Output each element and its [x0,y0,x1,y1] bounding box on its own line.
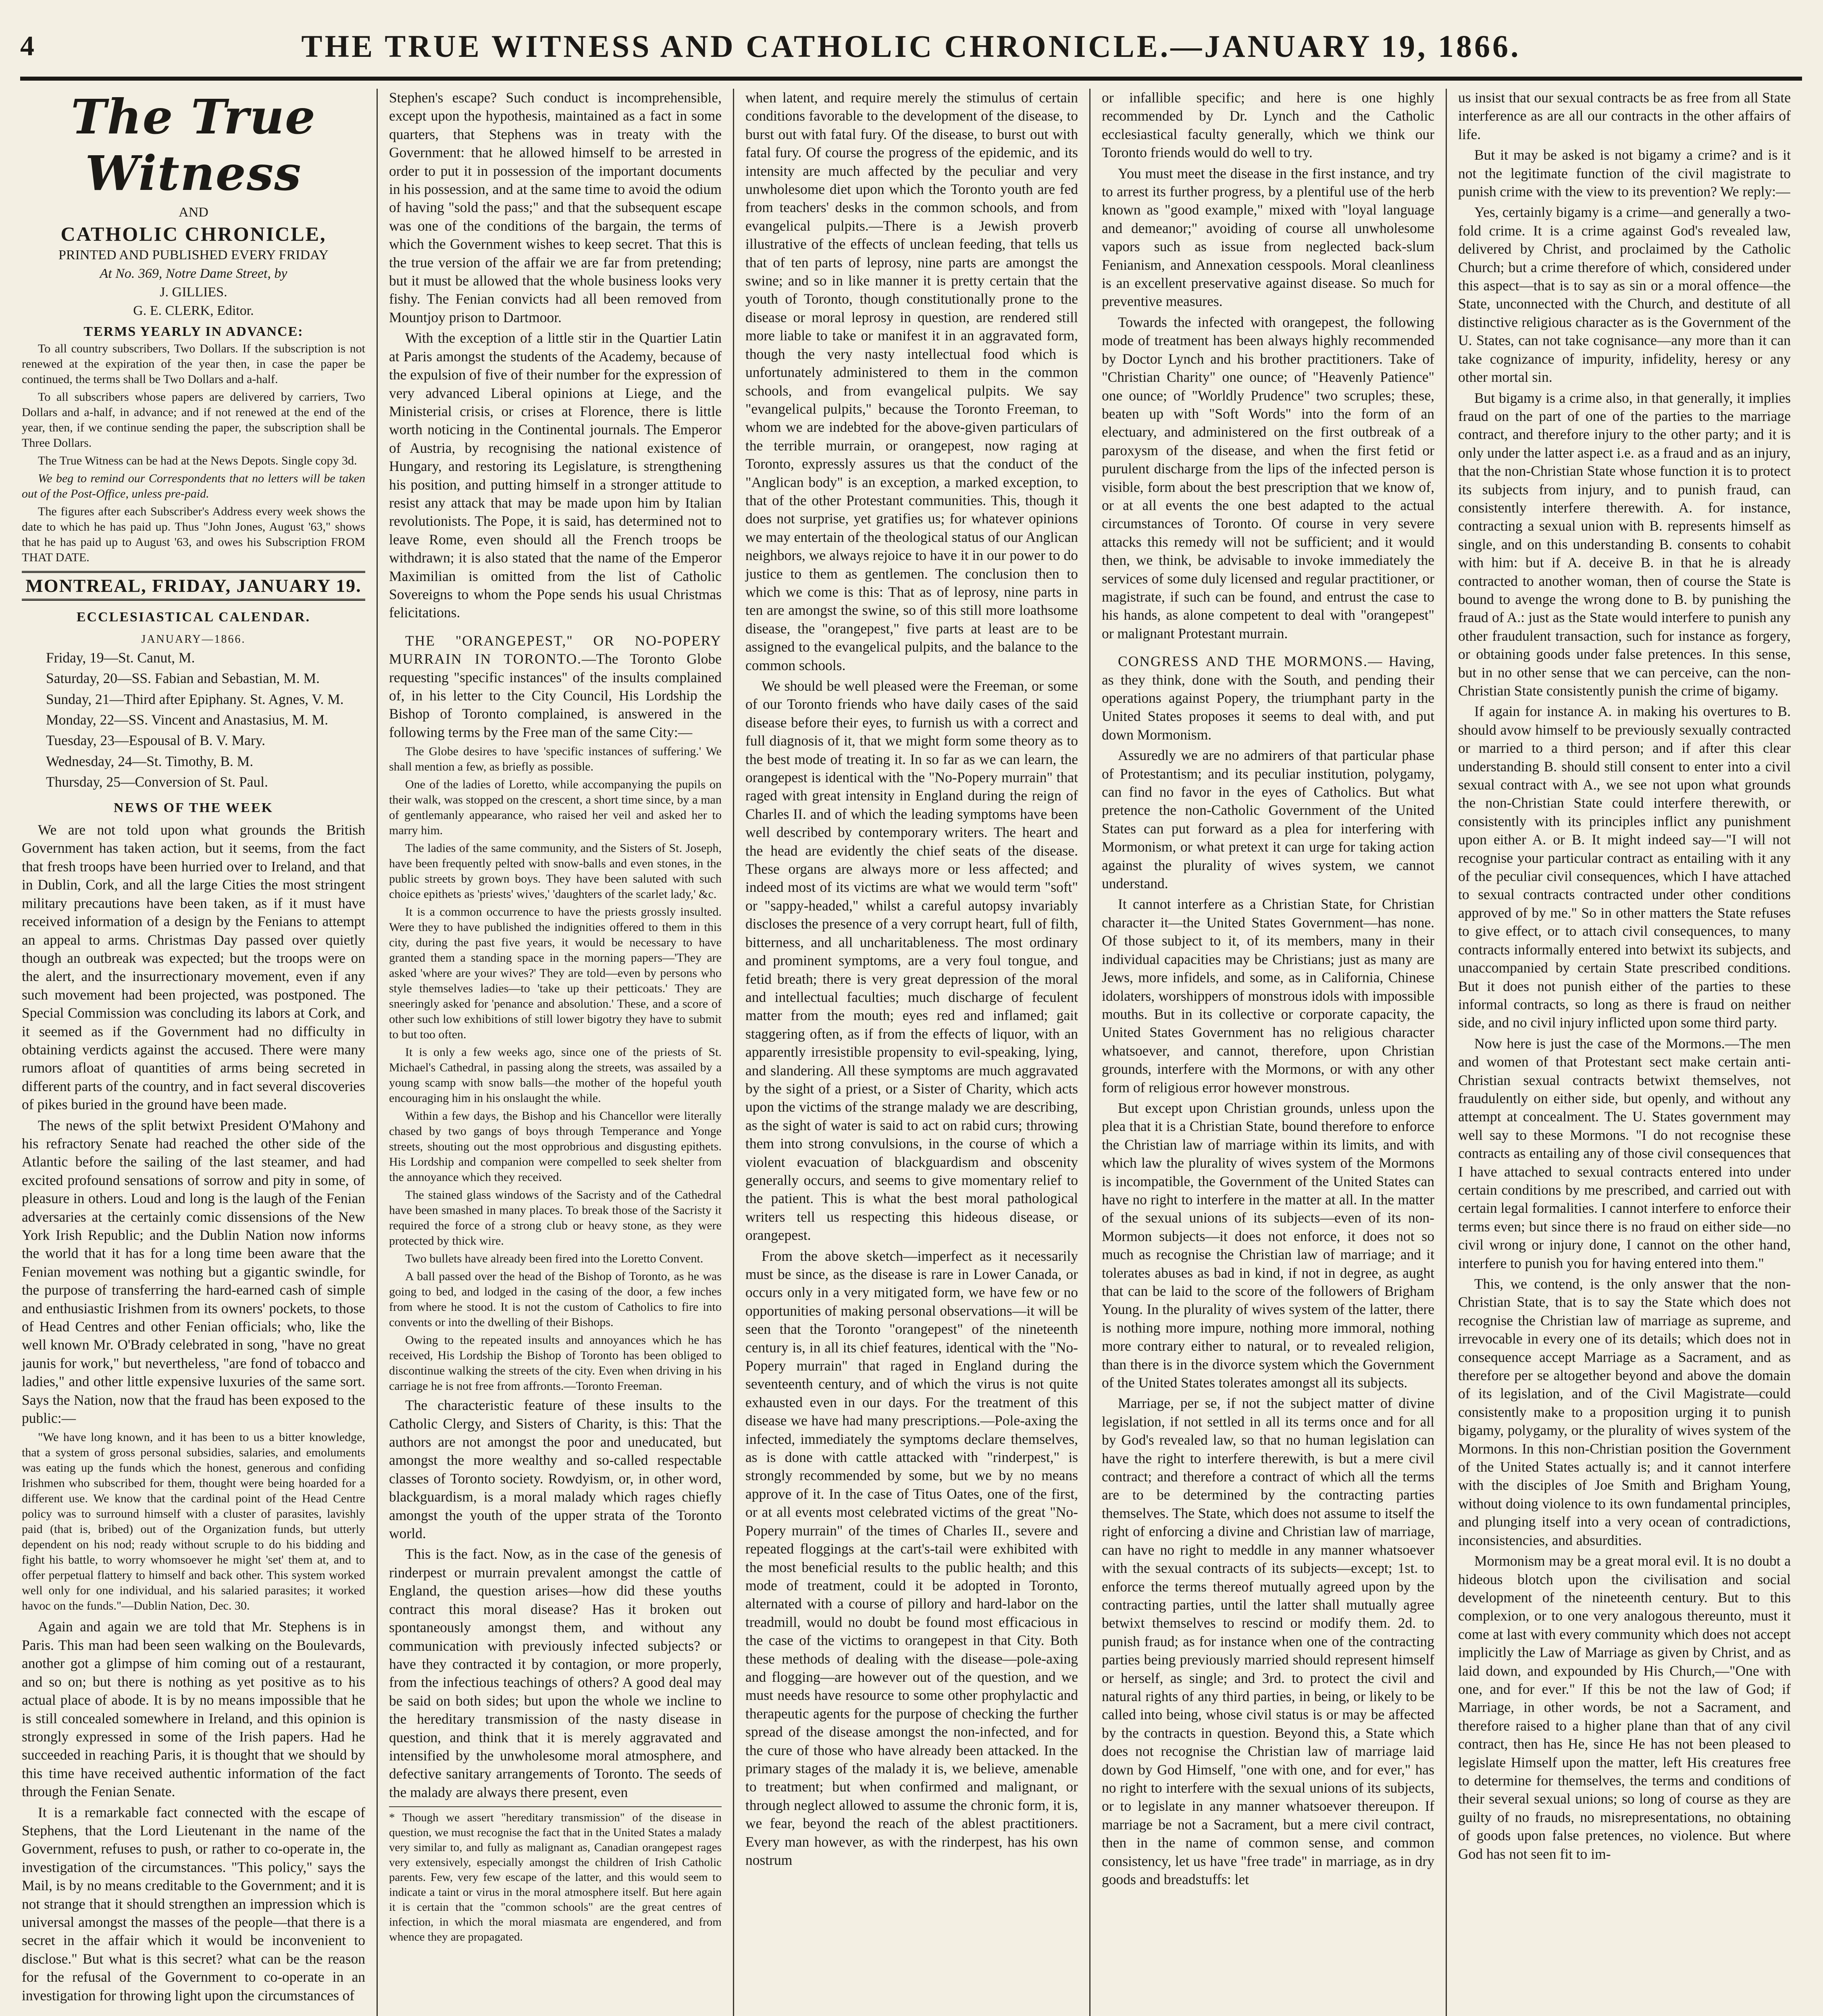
calendar-heading: ECCLESIASTICAL CALENDAR. [76,610,311,625]
article-paragraph: Mormonism may be a great moral evil. It is no doubt a hideous blotch upon the civilisation and social development of the nineteenth century. But to this complexion, or to one very analogous thereunto, must it come at last with every community which does not accept implicitly the Law of Marriage as given by Christ, and as laid down, and expounded by His Church,—"One with one, and for ever." If this be not the law of God; if Marriage, in other words, be not a Sacrament, and therefore raised to a higher plane than that of any civil contract, then has He, since He has not been pleased to legislate Himself upon the matter, left His creatures free to determine for themselves, the terms and conditions of their several sexual unions; so long of course as they are guilty of no frauds, no misrepresentations, no obtaining of goods upon false pretences, no violence. But where God has not seen fit to im- [1458,1553,1791,1862]
masthead-and: AND [179,205,208,220]
page-number: 4 [20,31,34,62]
page-header [20,16,1802,77]
masthead-line-1: PRINTED AND PUBLISHED EVERY FRIDAY [58,248,329,262]
news-heading: NEWS OF THE WEEK [114,800,273,815]
article-paragraph: But bigamy is a crime also, in that generally, it implies fraud on the part of one of the parties to the marriage contract, and therefore injury to the other party; and it is only under the latter aspect i.e. as a fraud and as an injury, that the non-Christian State whose function it is to protect its subjects from injury, and to punish fraud, can consistently interfere therewith. A. for instance, contracting a sexual union with B. represents himself as single, and on this understanding B. consents to cohabit with him: but if A. deceive B. in that he is already contracted to another woman, then of course the State is bound to avenge the wrong done to B. by punishing the fraud of A.: just as the State would interfere to punish any other fraudulent transaction, such for instance as forgery, or obtaining goods under false pretences. In this sense, but in no other sense that we can perceive, can the non-Christian State consistently punish the crime of bigamy. [1458,389,1791,699]
masthead [22,89,365,341]
calendar-entry: Monday, 22—SS. Vincent and Anastasius, M. M. [46,712,328,728]
article-paragraph: With the exception of a little stir in the Quartier Latin at Paris amongst the students of the Academy, because of the expulsion of five of their number for the expression of very advanced Liberal opinions at Liege, and the Ministerial crisis, or crises at Florence, there is little worth noticing in the Continental journals. The Emperor of Austria, by recognising the national existence of Hungary, and restoring its Legislature, is strengthening his position, and putting himself in a stronger attitude to resist any attack that may be made upon him by Italian revolutionists. The Pope, it is said, has determined not to leave Rome, even should all the French troops be withdrawn; it is also stated that the name of the Emperor Maximilian is omitted from the list of Catholic Sovereigns to whom the Pope sends his usual Christmas felicitations. [389,330,722,621]
orangepest-intro: —The Toronto Globe requesting "specific instances" of the insults complained of, in his letter to the City Council, His Lordship the Bishop of Toronto complained, is answered in the following terms by the Free man of the same City:— [389,651,722,740]
freeman-extract: Owing to the repeated insults and annoyances which he has received, His Lordship the Bishop of Toronto has been obliged to discontinue walking the streets of the city. Even when driving in his carriage he is not free from affronts.—Toronto Freeman. [389,1333,722,1393]
article-paragraph: But except upon Christian grounds, unless upon the plea that it is a Christian State, bound therefore to enforce the Christian law of marriage within its limits, and with which law the plurality of wives system of the Mormons is incompatible, the Government of the United States can have no right to interfere in the matter at all. In the matter of the sexual unions of its subjects—even of its non-Mormon subjects—it does not enforce, it does not so much as recognise the Christian law of marriage; and it tolerates abuses as bad in kind, if not in degree, as aught that can be laid to the score of the followers of Brigham Young. In the plurality of wives system of the latter, there is nothing more impure, nothing more immoral, nothing more contrary either to natural, or to revealed religion, than there is in the divorce system which the Government of the United States tolerates amongst all its subjects. [1102,1100,1434,1391]
masthead-subtitle: CATHOLIC CHRONICLE, [60,223,327,245]
article-paragraph: Stephen's escape? Such conduct is incomprehensible, except upon the hypothesis, maintained as a fact in some quarters, that Stephens was in treaty with the Government: that he allowed himself to be arrested in order to put it in possession of the important documents in his possession, and at the same time to avoid the odium of having "sold the pass;" and that the subsequent escape was one of the conditions of the bargain, the terms of which the Government wishes to keep secret. That this is the true version of the affair we are far from pretending; but it must be allowed that the whole business looks very fishy. The Fenian convicts had all been removed from Mountjoy prison to Dartmoor. [389,90,722,325]
article-paragraph: You must meet the disease in the first instance, and try to arrest its further progress, by a plentiful use of the herb known as "good example," mixed with "loyal language and demeanor;" avoiding of course all unwholesome vapors such as issue from neglected back-slum Fenianism, and Annexation cesspools. Moral cleanliness is an excellent preservative against disease. So much for preventive measures. [1102,165,1434,310]
calendar-entry: Wednesday, 24—St. Timothy, B. M. [46,753,254,769]
freeman-extract: The Globe desires to have 'specific instances of suffering.' We shall mention a few, as briefly as possible. [389,745,722,774]
terms-3: The True Witness can be had at the News Depots. Single copy 3d. [38,454,357,467]
masthead-line-3: J. GILLIES. [160,285,227,300]
masthead-title: The True Witness [71,89,316,201]
terms-5: The figures after each Subscriber's Address every week shows the date to which he has paid up. Thus "John Jones, August '63," shows that he has paid up to August '63, and owes his Subscription FROM THAT DATE. [22,505,365,564]
freeman-extract: A ball passed over the head of the Bishop of Toronto, as he was going to bed, and lodged in the casing of the door, a few inches from where he stood. It is not the custom of Catholics to fire into convents or into the dwelling of their Bishops. [389,1270,722,1329]
calendar-entry: Thursday, 25—Conversion of St. Paul. [46,774,268,790]
column-3 [733,89,1089,2016]
masthead-line-4: G. E. CLERK, Editor. [133,303,254,318]
article-paragraph: From the above sketch—imperfect as it necessarily must be since, as the disease is rare in Lower Canada, or occurs only in a very mitigated form, we have few or no opportunities of making personal observations—it will be seen that the Toronto "orangepest" of the nineteenth century is, in all its chief features, identical with the "No-Popery murrain" that raged in England during the seventeenth century, and of which the virus is not quite exhausted even in our days. For the treatment of this disease we have had many prescriptions.—Pole-axing the infected, immediately the symptoms declare themselves, as is done with cattle attacked with "rinderpest," is strongly recommended by some, but we by no means approve of it. In the case of Titus Oates, one of the first, or at all events most celebrated victims of the great "No-Popery murrain" of the times of Charles II., severe and repeated floggings at the cart's-tail were exhibited with the most beneficial results to the public health; and this mode of treatment, could it be adopted in Toronto, alternated with a course of pillory and hard-labor on the treadmill, would no doubt be found most efficacious in the case of the victims to orangepest in that City. Both these methods of dealing with the disease—pole-axing and flogging—are however out of the question, and we must needs have resource to some other prophylactic and therapeutic agents for the purpose of checking the further spread of the disease amongst the non-infected, and for the cure of those who have already been attacked. In the primary stages of the malady it is, we believe, amenable to treatment; but when confirmed and malignant, or through neglect allowed to assume the chronic form, it is, we fear, beyond the reach of the ablest practitioners. Every man however, as with the rinderpest, has his own nostrum [745,1248,1078,1868]
calendar-entry: Tuesday, 23—Espousal of B. V. Mary. [46,732,266,749]
column-4 [1089,89,1446,2016]
calendar-entry: Sunday, 21—Third after Epiphany. St. Agnes, V. M. [46,691,344,707]
news-paragraph: We are not told upon what grounds the British Government has taken action, but it seems, from the fact that fresh troops have been hurried over to Ireland, and that in Dublin, Cork, and all the large Cities the most stringent military precautions have been taken, as if it must have received information of a design by the Fenians to attempt an appeal to arms. Christmas Day passed over quietly though an outbreak was expected; but the troops were on the alert, and the insurrectionary movement, even if any such movement had been projected, was postponed. The Special Commission was concluding its labors at Cork, and it seemed as if the Government had no difficulty in obtaining verdicts against the accused. There were many rumors afloat of quantities of arms being secreted in different parts of the country, and in fact several discoveries of pikes buried in the ground have been made. [22,822,365,1113]
article-paragraph: But it may be asked is not bigamy a crime? and is it not the legitimate function of the civil magistrate to punish crime with the view to its prevention? We reply:— [1458,147,1791,200]
article-paragraph: We should be well pleased were the Freeman, or some of our Toronto friends who have daily cases of the said disease before their eyes, to furnish us with a correct and full diagnosis of it, that we might form some theory as to the best mode of treating it. In so far as we can learn, the orangepest is identical with the "No-Popery murrain" that raged with great intensity in England during the reign of Charles II. and of which the leading symptoms have been well described by contemporary writers. The heart and the head are evidently the chief seats of the disease. These organs are always more or less affected; and indeed most of its victims are what we would term "soft" or "sappy-headed," whilst a careful autopsy invariably discloses the presence of a very corrupt heart, full of filth, bitterness, and all uncharitableness. The most ordinary and prominent symptoms, are a very foul tongue, and fetid breath; there is very great depression of the moral and intellectual faculties; much discharge of feculent matter from the mouth; eyes red and inflamed; gait staggering often, as if from the effects of liquor, with an apparently irresistible propensity to evil-speaking, lying, and slandering. All these symptoms are much aggravated by the sight of a priest, or a Sister of Charity, which acts upon the victims of the strange malady we are describing, as the sight of water is said to act on rabid curs; throwing them into strong convulsions, in the course of which a violent evacuation of blackguardism and obscenity generally occurs, and seems to give momentary relief to the patient. This is what the best moral pathological writers tell us respecting this hideous disease, or orangepest. [745,678,1078,1243]
dateline: MONTREAL, FRIDAY, JANUARY 19. [22,571,365,601]
article-paragraph: Towards the infected with orangepest, the following mode of treatment has been always highly recommended by Doctor Lynch and his brother practitioners. Take of "Christian Charity" one ounce; of "Heavenly Patience" one ounce; of "Worldly Prudence" two scruples; these, beaten up with "Soft Words" into the form of an electuary, and administered on the first outbreak of a paroxysm of the disease, and when the first fetid or purulent discharge from the lips of the infected person is visible, form about the best prescription that we know of, or at all events the one best adapted to the actual circumstances of Toronto. Of course in very severe attacks this remedy will not be sufficient; and it would then, we think, be advisable to invoke immediately the services of some duly licensed and regular practitioner, or magistrate, if such can be found, and entrust the case to his hands, as alone competent to deal with "orangepest" or malignant Protestant murrain. [1102,314,1434,641]
calendar-entry: Saturday, 20—SS. Fabian and Sebastian, M. M. [46,670,320,687]
freeman-extract: One of the ladies of Loretto, while accompanying the pupils on their walk, was stopped on the crescent, a short time since, by a man of gentlemanly appearance, who raised her veil and asked her to marry him. [389,778,722,837]
news-paragraph: It is a remarkable fact connected with the escape of Stephens, that the Lord Lieutenant in the name of the Government, refuses to push, or rather to co-operate in, the investigation of the circumstances. "This policy," says the Mail, is by no means creditable to the Government; and it is not strange that it should strengthen an impression which is universal amongst the masses of the people—that there is a secret in the affair which it would be inconvenient to disclose." But what is this secret? what can be the reason for the refusal of the Government to co-operate in an investigation for throwing light upon the circumstances of [22,1804,365,2004]
column-2 [377,89,733,2016]
running-title: THE TRUE WITNESS AND CATHOLIC CHRONICLE.—JANUARY 19, 1866. [301,29,1521,64]
masthead-line-2: At No. 369, Notre Dame Street, by [100,266,287,281]
calendar-month: JANUARY—1866. [141,633,246,646]
freeman-extract: Two bullets have already been fired into the Loretto Convent. [405,1252,703,1266]
article-paragraph: Yes, certainly bigamy is a crime—and generally a two-fold crime. It is a crime against God's revealed law, delivered by Christ, and proclaimed by the Catholic Church; but a crime therefore of which, considered under this aspect—that is to say as sin or a moral offence—the State, unconnected with the Church, and destitute of all distinctive religious character as is the Government of the U. States, can not take cognisance—any more than it can take cognizance of impurity, infidelity, heresy or any other mortal sin. [1458,204,1791,385]
newspaper-page [20,16,1802,2016]
calendar-entry: Friday, 19—St. Canut, M. [46,649,195,666]
mormons-headline: CONGRESS AND THE MORMONS. [1118,653,1368,670]
nation-quote: "We have long known, and it has been to us a bitter knowledge, that a system of gross personal subsidies, salaries, and emoluments was eating up the funds which the honest, generous and confiding Irishmen who subscribed for them, thought were being hoarded for a different use. We know that the cardinal point of the Head Centre policy was to surround himself with a cluster of parasites, lavishly paid (that is, bribed) out of the Organization funds, but utterly dependent on his nod; ready without scruple to do his bidding and fight his battle, to worry whomsoever he might 'set' them at, and to offer perpetual flattery to himself and back other. This system worked well only for one individual, and his salaried parasites; it worked havoc on the funds."—Dublin Nation, Dec. 30. [22,1431,365,1613]
freeman-extract: The ladies of the same community, and the Sisters of St. Joseph, have been frequently pelted with snow-balls and even stones, in the public streets by grown boys. They have been saluted with such choice epithets as 'priests' wives,' 'daughters of the scarlet lady,' &c. [389,841,722,901]
article-paragraph: us insist that our sexual contracts be as free from all State interference as are all our contracts in the other affairs of life. [1458,90,1791,142]
freeman-extract: Within a few days, the Bishop and his Chancellor were literally chased by two gangs of boys through Temperance and Yonge streets, shouting out the most opprobrious and disgusting epithets. His Lordship and companion were compelled to seek shelter from the annoyance which they received. [389,1109,722,1184]
terms-heading: TERMS YEARLY IN ADVANCE: [83,324,304,339]
orangepest-headline: THE "ORANGEPEST," OR NO-POPERY MURRAIN IN TORONTO. [389,632,722,667]
header-rule [20,77,1802,81]
columns [20,89,1802,2016]
article-paragraph: This is the fact. Now, as in the case of the genesis of rinderpest or murrain prevalent amongst the cattle of England, the question arises—how did these youths contract this moral disease? Has it broken out spontaneously amongst them, and without any communication with previously infected subjects? or have they contracted it by contagion, or more properly, from the infectious teachings of others? A good deal may be said on both sides; but upon the whole we incline to the hereditary transmission of the nasty disease in question, and think that it is merely aggravated and intensified by the unwholesome moral atmosphere, and defective sanitary arrangements of Toronto. The seeds of the malady are always there present, even [389,1546,722,1800]
article-paragraph: Marriage, per se, if not the subject matter of divine legislation, if not settled in all its terms once and for all by God's revealed law, so that no human legislation can have the right to interfere therewith, is but a mere civil contract; and therefore a contract of which all the terms are to be determined by the contracting parties themselves. The State, which does not assume to itself the right of enforcing a divine and Christian law of marriage, can have no right to meddle in any manner whatsoever with the sexual contracts of its subjects—except; 1st. to enforce the terms thereof mutually agreed upon by the contracting parties, until the latter shall mutually agree betwixt themselves to rescind or modify them. 2d. to punish fraud; as for instance when one of the contracting parties being previously married should represent himself or herself, as single; and 3rd. to protect the civil and natural rights of any third parties, in being, or likely to be called into being, whose civil status is or may be affected by the contracts in question. Beyond this, a State which does not recognise the Christian law of marriage laid down by God Himself, "one with one, and for ever," has no right to interfere with the sexual unions of its subjects, or to legislate in any manner whatsoever thereupon. If marriage be not a Sacrament, but a mere civil contract, then in the name of common sense, and common consistency, let us have "free trade" in marriage, as in dry goods and breadstuffs: let [1102,1395,1434,1887]
article-paragraph: The characteristic feature of these insults to the Catholic Clergy, and Sisters of Charity, is this: That the authors are not amongst the poor and uneducated, but amongst the more wealthy and so-called respectable classes of Toronto society. Rowdyism, or, in other word, blackguardism, is a moral malady which rages chiefly amongst the youth of the upper strata of the Toronto world. [389,1397,722,1542]
news-paragraph: The news of the split betwixt President O'Mahony and his refractory Senate had reached the other side of the Atlantic before the sailing of the last steamer, and had excited profound sensations of sorrow and pity in some, of pleasure in others. Loud and long is the laugh of the Fenian adversaries at the certainly comic dissensions of the New York Irish Republic; and the Dublin Nation now informs the world that it has for a long time been aware that the Fenian movement was nothing but a gigantic swindle, for the purpose of transferring the hard-earned cash of simple and enthusiastic Irishmen from its owners' pockets, to those of Head Centres and other Fenian officials; who, like the well known Mr. O'Brady celebrated in song, "have no great jaunis for work," but nevertheless, "are fond of tobacco and ladies," and other little expensive luxuries of the same sort. Says the Nation, now that the fraud has been exposed to the public:— [22,1117,365,1427]
mormons-intro: — Having, as they think, done with the South, and pending their operations against Popery, the triumphant party in the United States proposes it seems to deal with, and put down Mormonism. [1102,653,1434,743]
article-paragraph: It cannot interfere as a Christian State, for Christian character it—the United States Government—has none. Of those subject to it, of its members, many in their individual capacities may be Christians; just as many are Jews, more infidels, and some, as in California, Chinese idolaters, worshippers of monstrous idols with impossible mouths. But in its collective or corporate capacity, the United States Government has no religious character whatsoever, and cannot, therefore, upon Christian grounds, interfere with the Mormons, or with any other form of religious error however monstrous. [1102,896,1434,1095]
freeman-extract: It is a common occurrence to have the priests grossly insulted. Were they to have published the indignities offered to them in this city, during the past five years, it would be necessary to have granted them a standing space in the morning papers—'They are asked 'where are your wives?' They are told—even by persons who style themselves ladies—to 'take up their petticoats.' They are sneeringly asked for 'penance and absolution.' These, and a score of other such low exhibitions of still lower bigotry they have to submit to but too often. [389,905,722,1041]
article-paragraph: Assuredly we are no admirers of that particular phase of Protestantism; and its peculiar institution, polygamy, can find no favor in the eyes of Catholics. But what pretence the non-Catholic Government of the United States can put forward as a plea for interfering with Mormonism, or what pretext it can urge for taking action against the plurality of wives system, we cannot understand. [1102,747,1434,892]
article-paragraph: If again for instance A. in making his overtures to B. should avow himself to be previously sexually contracted or married to a third person; and if after this clear understanding B. should still consent to enter into a civil sexual contract with A., we see not upon what grounds the non-Christian State could interfere therewith, or consistently with its principles inflict any punishment upon either A. or B. It might indeed say—"I will not recognise your particular contract as entailing with it any of the peculiar civil consequences, which I have attached to sexual contracts contracted under other conditions approved of by me." So in other matters the State refuses to give effect, or to attach civil consequences, to many contracts informally entered into betwixt its subjects, and unaccompanied by certain State prescribed conditions. But it does not punish either of the parties to these informal contracts, so long as there is fraud on neither side, and no civil injury inflicted upon some third party. [1458,703,1791,1031]
terms-2: To all subscribers whose papers are delivered by carriers, Two Dollars and a-half, in advance; and if not renewed at the end of the year, then, if we continue sending the paper, the subscription shall be Three Dollars. [22,390,365,450]
article-paragraph: This, we contend, is the only answer that the non-Christian State, that is to say the State which does not recognise the Christian law of marriage as supreme, and irrevocable in every one of its details; which does not in consequence accept Marriage as a Sacrament, and as therefore per se altogether beyond and above the domain of its legislation, and of the Civil Magistrate—could consistently make to a proposition urging it to punish bigamy, polygamy, or the plurality of wives system of the Mormons. In this non-Christian position the Government of the United States actually is; and it cannot interfere with the disciples of Joe Smith and Brigham Young, without doing violence to its own fundamental principles, and plunging itself into a very ocean of contradictions, inconsistencies, and absurdities. [1458,1276,1791,1548]
column-1 [20,89,377,2016]
article-paragraph: or infallible specific; and here is one highly recommended by Dr. Lynch and the Catholic ecclesiastical faculty generally, which we think our Toronto friends would do well to try. [1102,90,1434,161]
article-paragraph: when latent, and require merely the stimulus of certain conditions favorable to the development of the disease, to burst out with fatal fury. Of the disease, to burst out with fatal fury. Of course the progress of the epidemic, and its intensity are much affected by the peculiar and very unwholesome diet upon which the Toronto youth are fed from teachers' desks in the common schools, and from evangelical pulpits.—There is a Jewish proverb illustrative of the effects of unclean feeding, that tells us that of ten parts of leprosy, nine parts are amongst the swine; and so in like manner it is pretty certain that the youth of Toronto, though constitutionally prone to the disease or moral leprosy in question, are rendered still more liable to take or manifest it in an aggravated form, though the very nasty intellectual food which is unfortunately administered to them in the common schools, and from evangelical pulpits. We say "evangelical pulpits," because the Toronto Freeman, to whom we are indebted for the above-given particulars of the terrible murrain, or orangepest, now raging at Toronto, expressly assures us that the conduct of the "Anglican body" is an exception, a marked exception, to that of the other Protestant communities. This, though it does not surprise, yet gratifies us; for whatever opinions we may entertain of the theological status of our Anglican neighbors, we always rejoice to have it in our power to do justice to them as gentlemen. The conclusion then to which we come is this: That as of leprosy, nine parts in ten are amongst the swine, so of this still more loathsome disease, the "orangepest," five parts at least are to be assigned to the evangelical pulpits, and the balance to the common schools. [745,90,1078,673]
footnote: * Though we assert "hereditary transmission" of the disease in question, we must recognise the fact that in the United States a malady very similar to, and fully as malignant as, Canadian orangepest rages very extensively, especially amongst the children of Irish Catholic parents. Few, very few escape of the latter, and this would seem to indicate a taint or virus in the moral atmosphere itself. But here again it is certain that the "common schools" are the great centres of infection, in which the moral miasmata are engendered, and from whence they are propagated. [389,1806,722,1945]
article-paragraph: Now here is just the case of the Mormons.—The men and women of that Protestant sect make certain anti-Christian sexual contracts betwixt themselves, not fraudulently on either side, but openly, and without any attempt at concealment. The U. States government may well say to these Mormons. "I do not recognise these contracts as entailing any of those civil consequences that I have attached to sexual contracts entered into under certain conditions by me prescribed, and carried out with certain legal formalities. I cannot interfere to enforce their terms even; but since there is no fraud on either side—no civil wrong or injury done, I cannot on the other hand, interfere to punish you for having entered into them." [1458,1035,1791,1271]
terms-4: We beg to remind our Correspondents that no letters will be taken out of the Post-Office, unless pre-paid. [22,472,365,500]
freeman-extract: It is only a few weeks ago, since one of the priests of St. Michael's Cathedral, in passing along the streets, was assailed by a young scamp with snow balls—the mother of the hopeful youth encouraging him in his onslaught the while. [389,1045,722,1105]
freeman-extract: The stained glass windows of the Sacristy and of the Cathedral have been smashed in many places. To break those of the Sacristy it required the force of a strong club or heavy stone, as they were protected by thick wire. [389,1188,722,1248]
news-paragraph: Again and again we are told that Mr. Stephens is in Paris. This man had been seen walking on the Boulevards, another got a glimpse of him coming out of a restaurant, and so on; but there is nothing as yet positive as to his actual place of abode. It is by no means impossible that he is still concealed somewhere in Ireland, and this opinion is strongly expressed in some of the Irish papers. Had he succeeded in reaching Paris, it is thought that we should by this time have received authentic information of the fact through the Fenian Senate. [22,1618,365,1800]
column-5 [1446,89,1802,2016]
terms-1: To all country subscribers, Two Dollars. If the subscription is not renewed at the expiration of the year then, in case the paper be continued, the terms shall be Two Dollars and a-half. [22,342,365,386]
